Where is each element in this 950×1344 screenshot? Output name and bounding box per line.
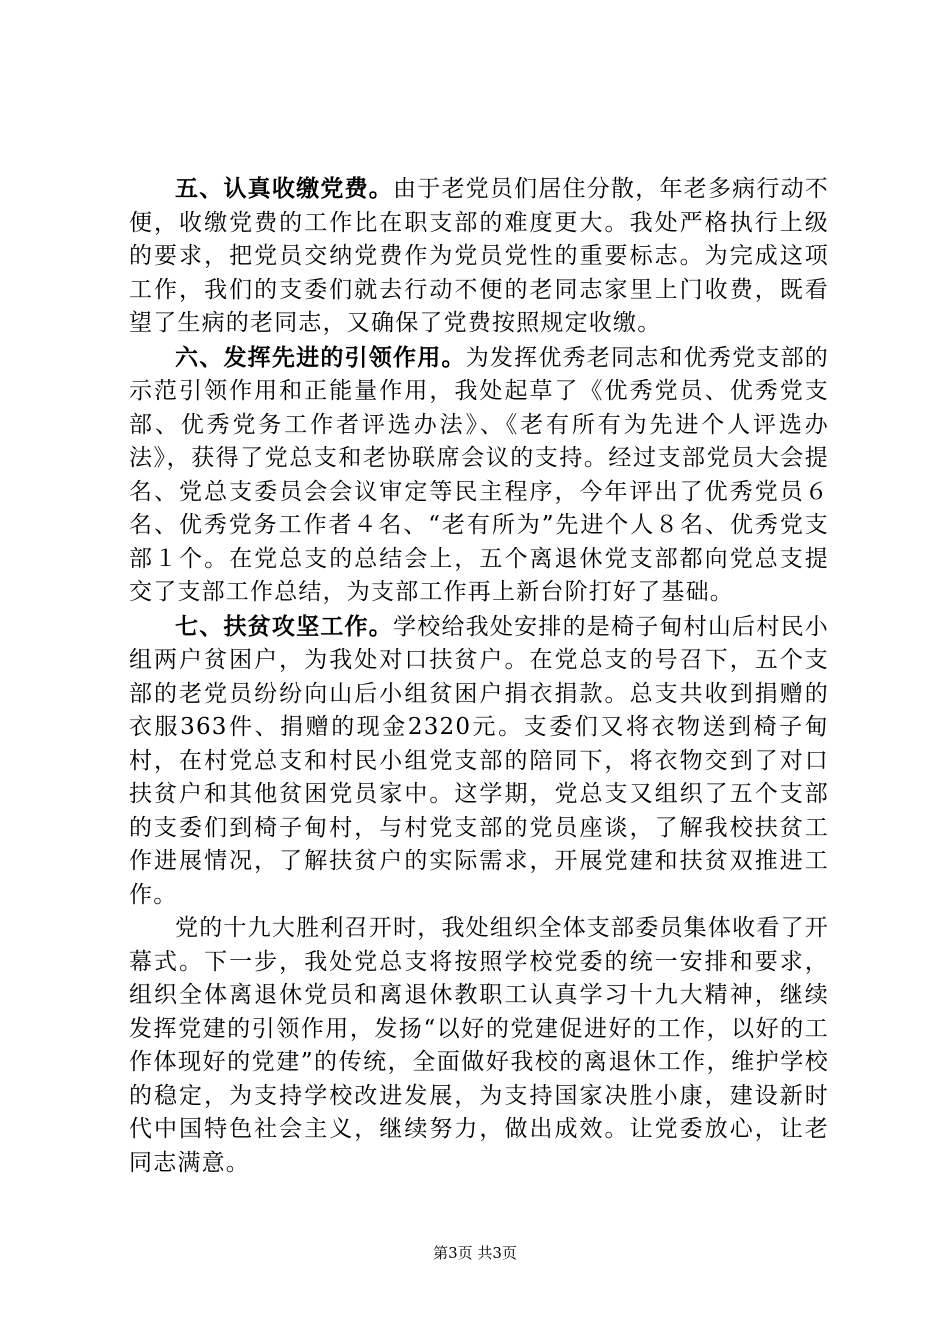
section-heading-seven: 七、扶贫攻坚工作。 (175, 612, 394, 640)
page-number-footer: 第3页 共3页 (433, 1244, 517, 1262)
paragraph-text: 学校给我处安排的是椅子甸村山后村民小组两户贫困户，为我处对口扶贫户。在党总支的号召下，五个支部的老党员纷纷向山后小组贫困户捐衣捐款。总支共收到捐赠的衣服363件、捐赠的现金2320元。支委们又将衣物送到椅子甸村，在村党总支和村民小组党支部的陪同下，将衣物交到了对口扶贫户和其他贫困党员家中。这学期，党总支又组织了五个支部的支委们到椅子甸村，与村党支部的党员座谈，了解我校扶贫工作进展情况，了解扶贫户的实际需求，开展党建和扶贫双推进工作。 (129, 613, 829, 908)
section-heading-six: 六、发挥先进的引领作用。 (175, 343, 466, 371)
document-body (129, 172, 829, 1180)
paragraph-leading-role (129, 341, 829, 610)
paragraph-text: 党的十九大胜利召开时，我处组织全体支部委员集体收看了开幕式。下一步，我处党总支将按照学校党委的统一安排和要求，组织全体离退休党员和离退休教职工认真学习十九大精神，继续发挥党建的引领作用，发扬“以好的党建促进好的工作，以好的工作体现好的党建”的传统，全面做好我校的离退休工作，维护学校的稳定，为支持学校改进发展，为支持国家决胜小康，建设新时代中国特色社会主义，继续努力，做出成效。让党委放心，让老同志满意。 (129, 915, 829, 1176)
paragraph-conclusion (129, 912, 829, 1180)
section-heading-five: 五、认真收缴党费。 (175, 175, 394, 202)
paragraph-text: 为发挥优秀老同志和优秀党支部的示范引领作用和正能量作用，我处起草了《优秀党员、优秀党支部、优秀党务工作者评选办法》、《老有所有为先进个人评选办法》，获得了党总支和老协联席会议的支持。经过支部党员大会提名、党总支委员会会议审定等民主程序，今年评出了优秀党员６名、优秀党务工作者４名、“老有所为”先进个人８名、优秀党支部１个。在党总支的总结会上，五个离退休党支部都向党总支提交了支部工作总结，为支部工作再上新台阶打好了基础。 (129, 344, 830, 605)
paragraph-text: 由于老党员们居住分散，年老多病行动不便，收缴党费的工作比在职支部的难度更大。我处严格执行上级的要求，把党员交纳党费作为党员党性的重要标志。为完成这项工作，我们的支委们就去行动不便的老同志家里上门收费，既看望了生病的老同志，又确保了党费按照规定收缴。 (129, 176, 829, 336)
paragraph-poverty-alleviation (129, 610, 829, 913)
paragraph-party-dues (129, 172, 829, 341)
